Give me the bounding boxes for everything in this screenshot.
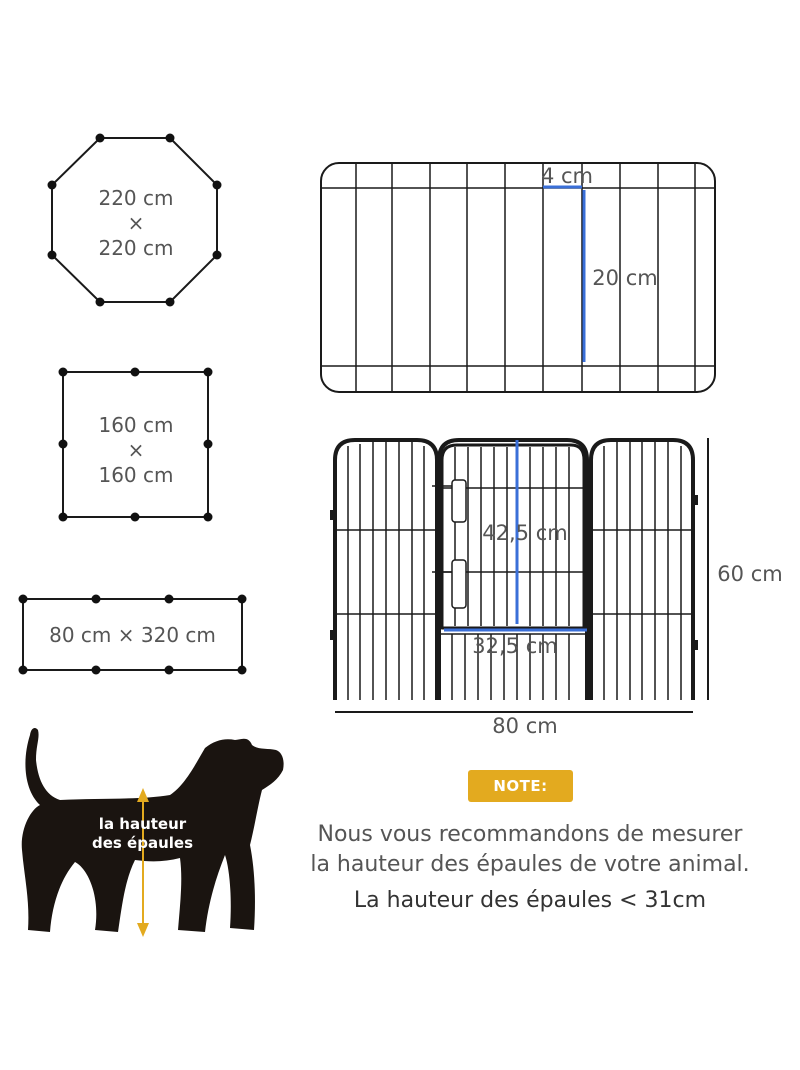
bar-spacing-label: 4 cm — [540, 164, 594, 188]
total-height-label: 60 cm — [717, 562, 783, 586]
octagon-width: 220 cm — [98, 186, 174, 210]
note-recommendation-line2: la hauteur des épaules de votre animal. — [310, 852, 750, 877]
shoulder-height-line2: des épaules — [91, 834, 193, 852]
square-width: 160 cm — [98, 413, 174, 437]
note-recommendation-line1: Nous vous recommandons de mesurer — [317, 822, 743, 847]
octagon-depth: 220 cm — [98, 236, 174, 260]
total-width-label: 80 cm — [492, 714, 558, 738]
square-times: × — [127, 438, 145, 462]
note-badge: NOTE: — [468, 770, 573, 802]
door-width-label: 32,5 cm — [472, 634, 558, 658]
shoulder-height-line1: la hauteur — [98, 815, 187, 833]
shoulder-height-label — [70, 815, 215, 853]
square-depth: 160 cm — [98, 463, 174, 487]
door-height-label: 42,5 cm — [482, 521, 568, 545]
note-shoulder-limit: La hauteur des épaules < 31cm — [353, 888, 707, 913]
octagon-times: × — [127, 211, 145, 235]
bar-height-label: 20 cm — [592, 266, 658, 290]
rectangle-dimension-label: 80 cm × 320 cm — [49, 623, 216, 647]
